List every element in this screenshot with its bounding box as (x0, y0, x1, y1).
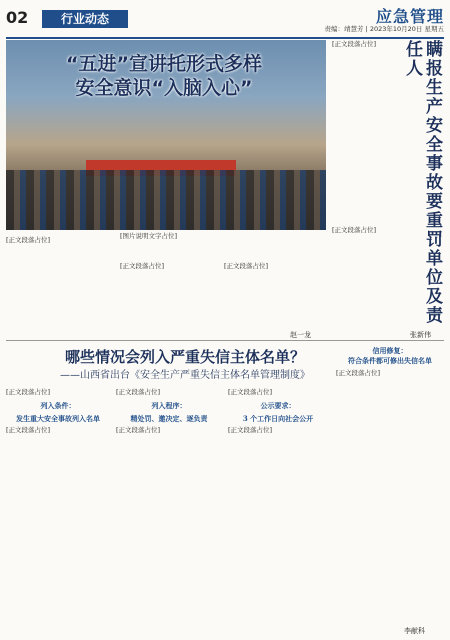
header-info: 责编：靖慧芳 | 2023年10月20日 星期五 (324, 25, 444, 33)
top-title-line2: 安全意识“入脑入心” (75, 77, 253, 99)
right-story-col2: [正文段落占位] (332, 226, 377, 234)
top-title-line1: “五进”宣讲托形式多样 (66, 53, 262, 75)
bottom-col1-intro: [正文段落占位] (6, 388, 51, 396)
bottom-col1-heading2: 发生重大安全事故列入名单 (16, 414, 100, 423)
credit-repair-box (336, 346, 444, 378)
photo-caption: [图片说明文字占位] (120, 232, 178, 240)
bottom-col2-text2: [正文段落占位] (116, 426, 161, 434)
bottom-col3-heading2: 3 个工作日向社会公开 (242, 414, 314, 423)
bottom-col3 (228, 388, 328, 435)
top-story-title (64, 52, 264, 100)
bottom-col3-text: [正文段落占位] (228, 388, 273, 396)
bottom-col2-heading2: 精处罚、邀决定、逐负责 (130, 414, 208, 423)
credit-repair-heading2: 符合条件都可修出失信名单 (348, 356, 432, 365)
bottom-col3-text2: [正文段落占位] (228, 426, 273, 434)
right-story-col1: [正文段落占位] (332, 40, 377, 48)
page-header (6, 4, 444, 38)
right-story-byline: 张新伟 (410, 331, 431, 339)
section-label: 行业动态 (42, 10, 128, 28)
page-number: 02 (6, 8, 29, 27)
top-story-byline: 赵一龙 (290, 331, 311, 339)
brand-title: 应急管理 (375, 7, 444, 26)
header-rule (6, 37, 444, 39)
right-story-title: 瞒报生产安全事故要重罚单位及责任人 (402, 40, 442, 325)
bottom-story-title: 哪些情况会列入严重失信主体名单？ (64, 348, 305, 366)
top-story-col3: [正文段落占位] (224, 262, 269, 270)
top-story-col2: [正文段落占位] (120, 262, 165, 270)
section-divider (6, 340, 444, 341)
bottom-col1 (6, 388, 110, 435)
bottom-col2 (116, 388, 222, 435)
top-story-col1: [正文段落占位] (6, 236, 51, 244)
bottom-story-subtitle: ——山西省出台《安全生产严重失信主体名单管理制度》 (60, 370, 310, 381)
bottom-col2-text: [正文段落占位] (116, 388, 161, 396)
bottom-col1-heading: 列入条件： (40, 401, 76, 410)
bottom-col3-heading: 公示要求： (260, 401, 296, 410)
bottom-col2-heading: 列入程序： (151, 401, 187, 410)
credit-repair-text: [正文段落占位] (336, 369, 381, 377)
bottom-story-byline: 李献科 (404, 627, 425, 635)
credit-repair-heading: 信用修复： (372, 346, 408, 355)
photo-crowd (6, 170, 326, 230)
bottom-col1-text: [正文段落占位] (6, 426, 51, 434)
